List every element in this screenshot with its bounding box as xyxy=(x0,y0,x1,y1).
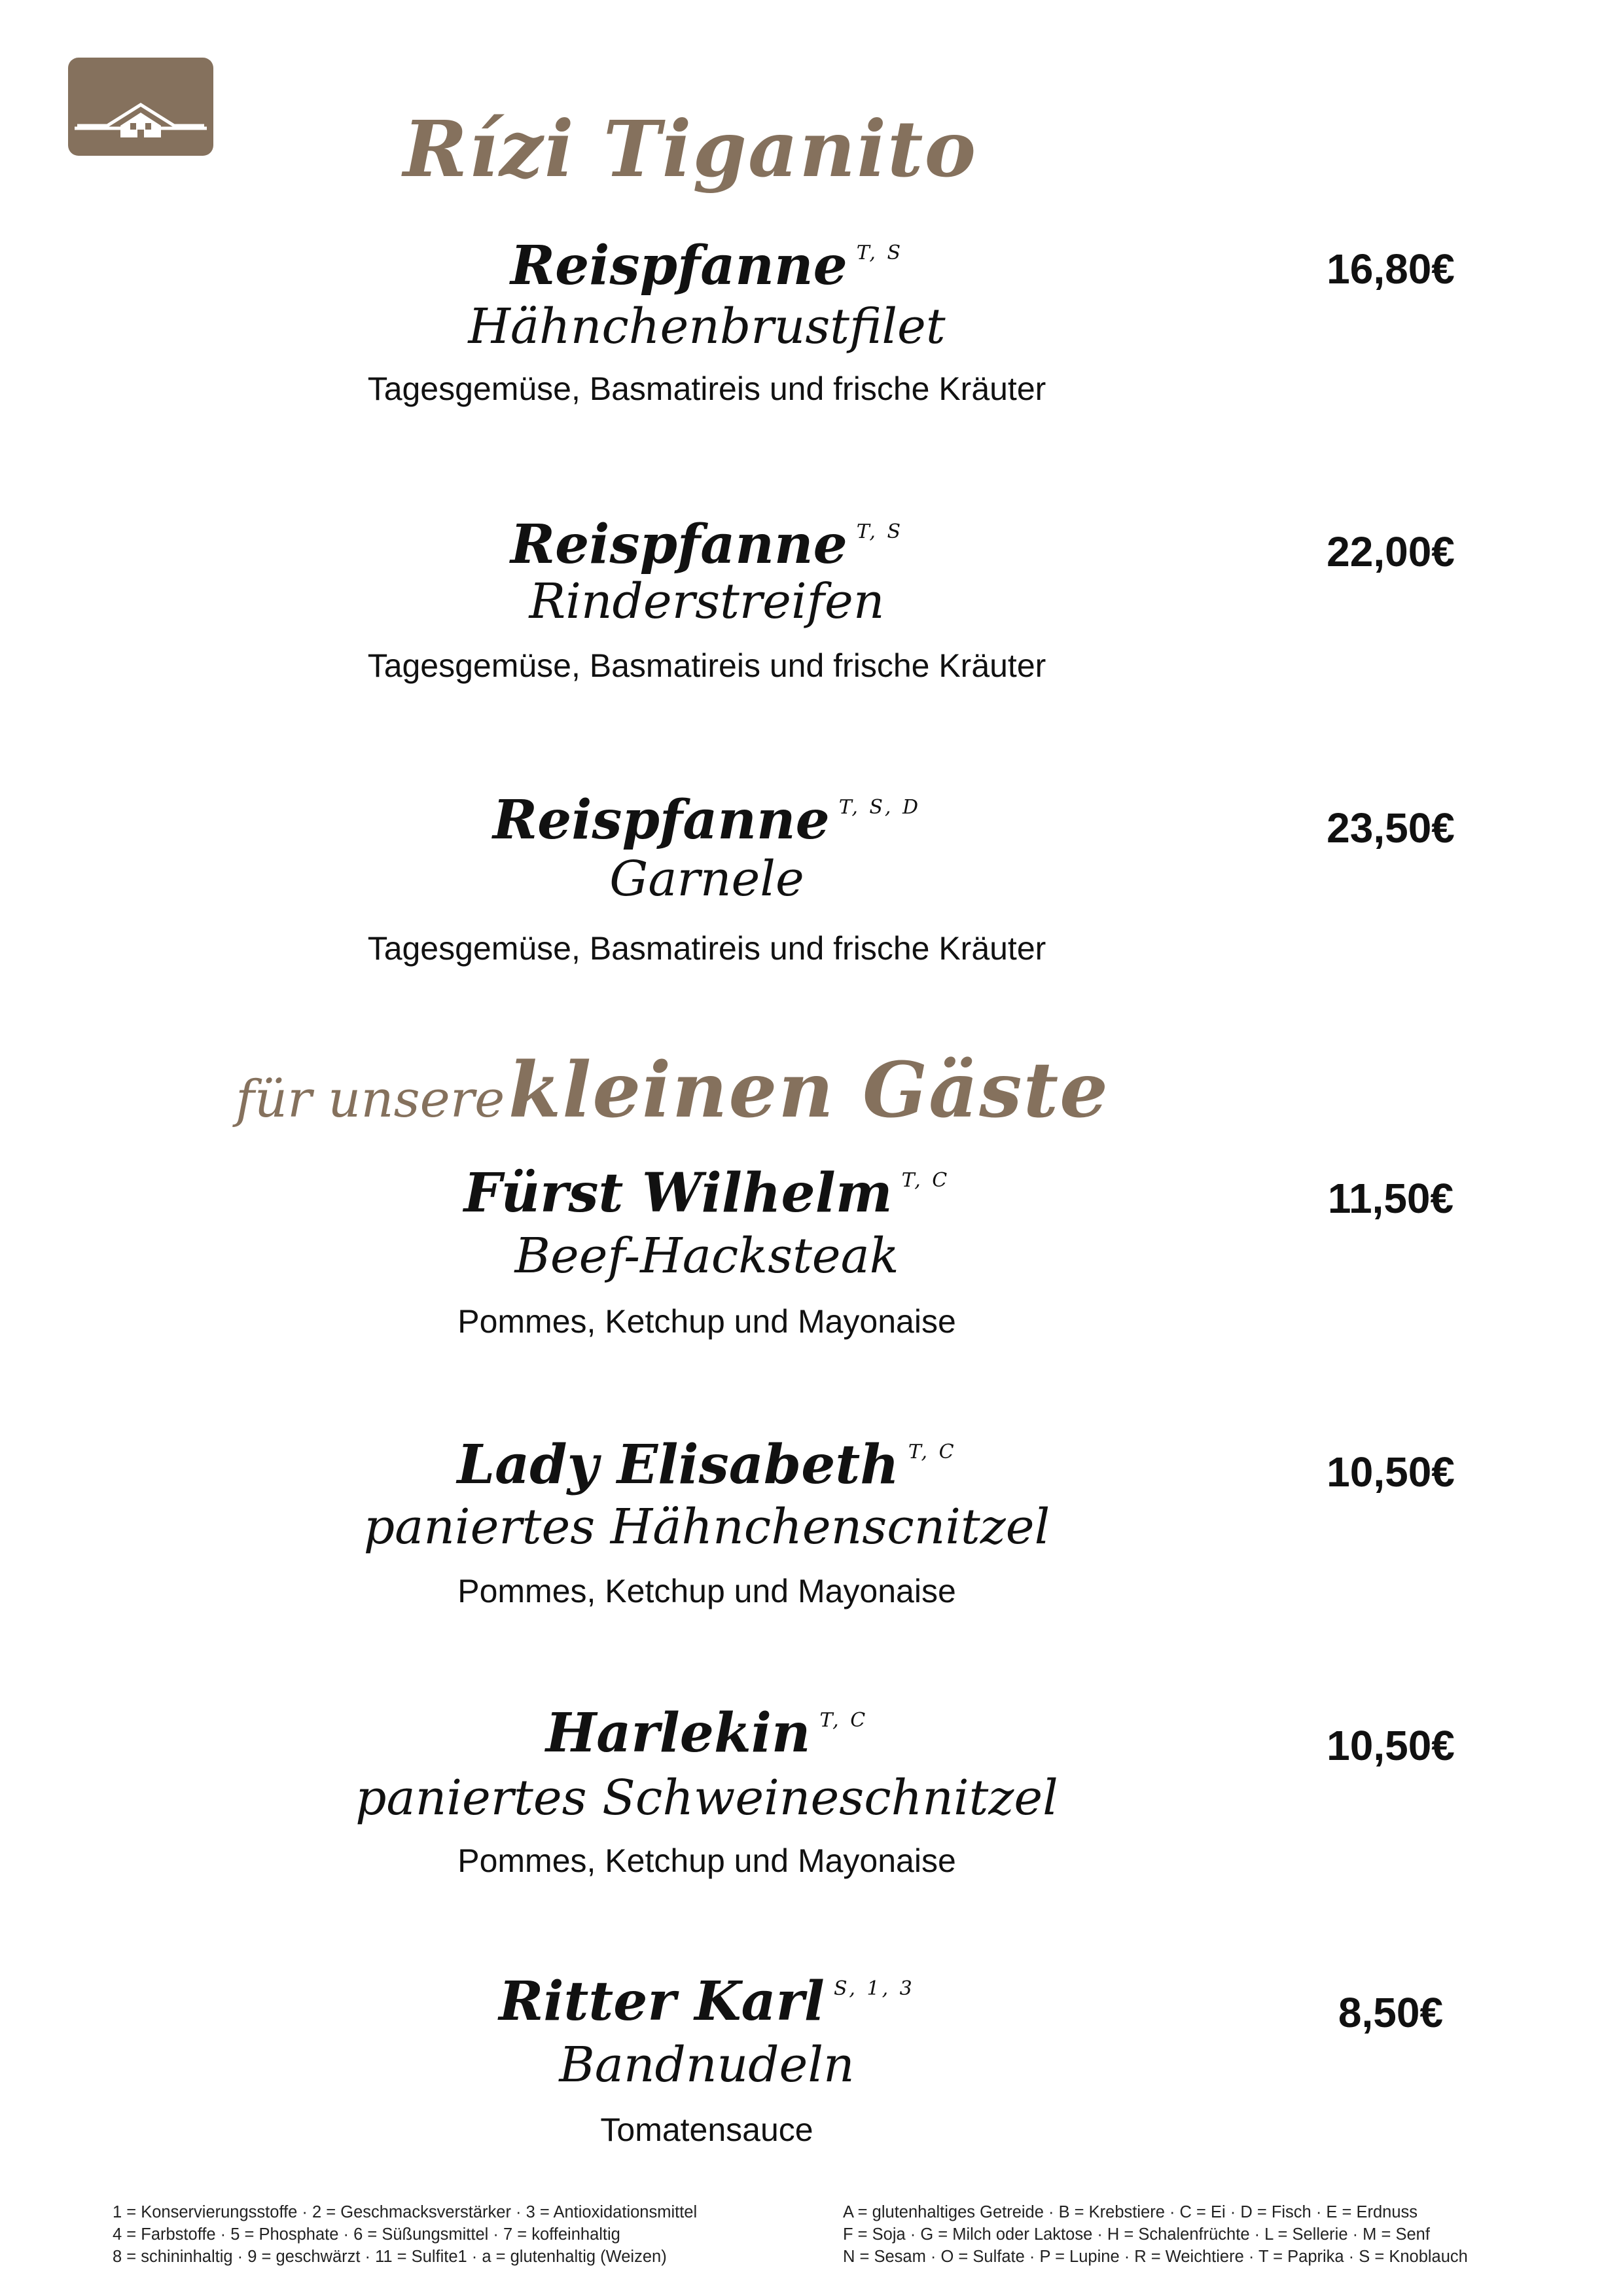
dish-subtitle: Garnele xyxy=(609,851,804,907)
dish-subtitle: Bandnudeln xyxy=(559,2037,855,2093)
dish-price: 10,50€ xyxy=(1327,1722,1455,1769)
legend-line: F = Soja · G = Milch oder Laktose · H = Schalenfrüchte · L = Sellerie · M = Senf xyxy=(843,2225,1430,2244)
menu-item-name xyxy=(0,789,1414,852)
dish-price: 11,50€ xyxy=(1327,1175,1454,1222)
allergen-codes: T, S xyxy=(856,242,904,264)
dish-name: Ritter Karl xyxy=(499,1970,825,2033)
legend-line: 4 = Farbstoffe · 5 = Phosphate · 6 = Süßungsmittel · 7 = koffeinhaltig xyxy=(113,2225,620,2244)
allergen-codes: T, C xyxy=(908,1441,957,1463)
allergen-codes: S, 1, 3 xyxy=(833,1977,915,2000)
menu-item-name xyxy=(0,1433,1414,1496)
dish-description: Tomatensauce xyxy=(600,2111,813,2148)
dish-description: Tagesgemüse, Basmatireis und frische Kräuter xyxy=(367,930,1046,967)
dish-description: Pommes, Ketchup und Mayonaise xyxy=(457,1573,956,1609)
dish-name: Reispfanne xyxy=(510,234,847,297)
allergen-codes: T, C xyxy=(819,1709,868,1732)
dish-name: Reispfanne xyxy=(492,789,830,852)
menu-item-name xyxy=(0,513,1414,576)
dish-description: Tagesgemüse, Basmatireis und frische Kräuter xyxy=(367,370,1046,407)
menu-item-name xyxy=(0,1702,1414,1765)
dish-description: Pommes, Ketchup und Mayonaise xyxy=(457,1842,956,1879)
allergen-codes: T, S xyxy=(856,520,904,543)
dish-description: Tagesgemüse, Basmatireis und frische Kräuter xyxy=(367,647,1046,684)
dish-subtitle: Rinderstreifen xyxy=(529,573,885,630)
section-title-rizi-tiganito: Rízi Tiganito xyxy=(403,103,978,194)
dish-subtitle: paniertes Hähnchenscnitzel xyxy=(363,1499,1050,1555)
dish-price: 10,50€ xyxy=(1327,1448,1455,1496)
dish-description: Pommes, Ketchup und Mayonaise xyxy=(457,1303,956,1340)
allergen-codes: T, C xyxy=(901,1169,950,1192)
allergen-codes: T, S, D xyxy=(838,796,921,819)
legend-line: 1 = Konservierungsstoffe · 2 = Geschmacksverstärker · 3 = Antioxidationsmittel xyxy=(113,2203,698,2221)
dish-name: Fürst Wilhelm xyxy=(463,1162,893,1225)
dish-price: 8,50€ xyxy=(1338,1989,1444,2036)
additives-legend xyxy=(113,2201,697,2268)
dish-price: 23,50€ xyxy=(1327,804,1455,852)
dish-name: Harlekin xyxy=(545,1702,811,1765)
dish-price: 22,00€ xyxy=(1327,528,1455,575)
allergens-legend xyxy=(843,2201,1468,2268)
dish-price: 16,80€ xyxy=(1327,245,1455,293)
dish-name: Reispfanne xyxy=(510,513,847,576)
section-title-kids xyxy=(236,1046,1109,1135)
menu-item-name xyxy=(0,1162,1414,1225)
legend-line: A = glutenhaltiges Getreide · B = Krebstiere · C = Ei · D = Fisch · E = Erdnuss xyxy=(843,2203,1418,2221)
section-title-main: kleinen Gäste xyxy=(508,1046,1109,1135)
section-title-prefix: für unsere xyxy=(236,1070,505,1129)
dish-name: Lady Elisabeth xyxy=(457,1433,899,1496)
dish-subtitle: Beef-Hacksteak xyxy=(514,1228,899,1284)
logo xyxy=(68,58,213,156)
legend-line: 8 = schininhaltig · 9 = geschwärzt · 11 = Sulfite1 · a = glutenhaltig (Weizen) xyxy=(113,2248,667,2266)
house-icon xyxy=(68,58,213,156)
dish-subtitle: Hähnchenbrustfilet xyxy=(468,298,946,355)
menu-item-name xyxy=(0,234,1414,297)
dish-subtitle: paniertes Schweineschnitzel xyxy=(355,1770,1058,1826)
menu-item-name xyxy=(0,1970,1414,2033)
legend-line: N = Sesam · O = Sulfate · P = Lupine · R = Weichtiere · T = Paprika · S = Knoblauch xyxy=(843,2248,1468,2266)
